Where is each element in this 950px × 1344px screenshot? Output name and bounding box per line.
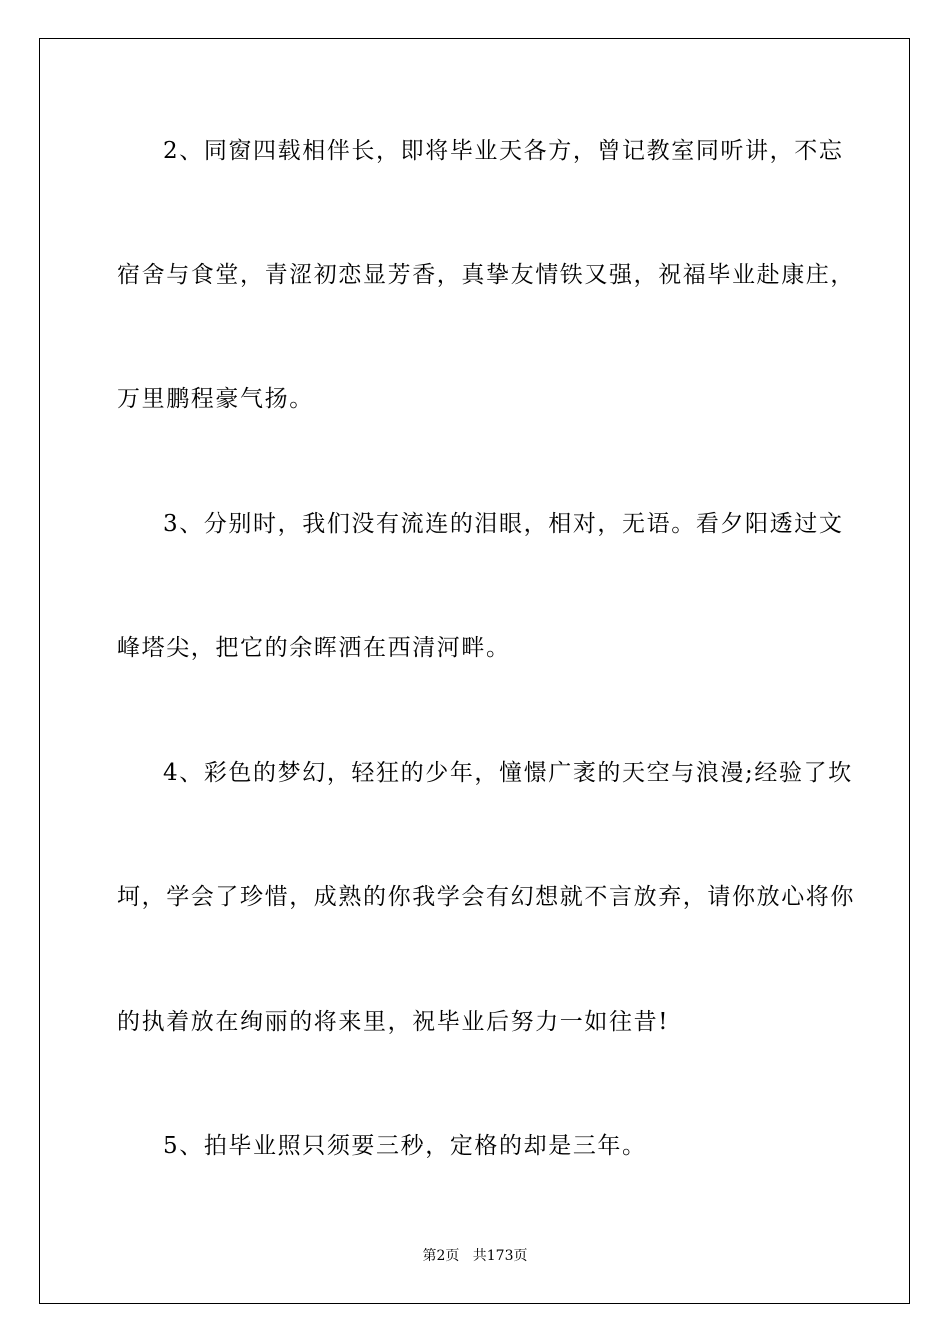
page-number: 第2页 (422, 1248, 460, 1264)
paragraph-4-line-2: 坷，学会了珍惜，成熟的你我学会有幻想就不言放弃，请你放心将你 (117, 884, 855, 910)
paragraph-5-line-1: 5、拍毕业照只须要三秒，定格的却是三年。 (163, 1133, 647, 1159)
paragraph-2-line-3: 万里鹏程豪气扬。 (117, 386, 314, 412)
paragraph-4-line-1: 4、彩色的梦幻，轻狂的少年，憧憬广袤的天空与浪漫;经验了坎 (163, 760, 853, 786)
page-footer (0, 1246, 950, 1266)
paragraph-4-line-3: 的执着放在绚丽的将来里，祝毕业后努力一如往昔! (117, 1009, 670, 1035)
paragraph-2-line-1: 2、同窗四载相伴长，即将毕业天各方，曾记教室同听讲，不忘 (163, 138, 844, 164)
paragraph-2-line-2: 宿舍与食堂，青涩初恋显芳香，真挚友情铁又强，祝福毕业赴康庄， (117, 262, 855, 288)
paragraph-3-line-1: 3、分别时，我们没有流连的泪眼，相对，无语。看夕阳透过文 (163, 511, 844, 537)
paragraph-3-line-2: 峰塔尖，把它的余晖洒在西清河畔。 (117, 635, 511, 661)
page-border (39, 38, 910, 1304)
page-total: 共173页 (472, 1248, 528, 1264)
